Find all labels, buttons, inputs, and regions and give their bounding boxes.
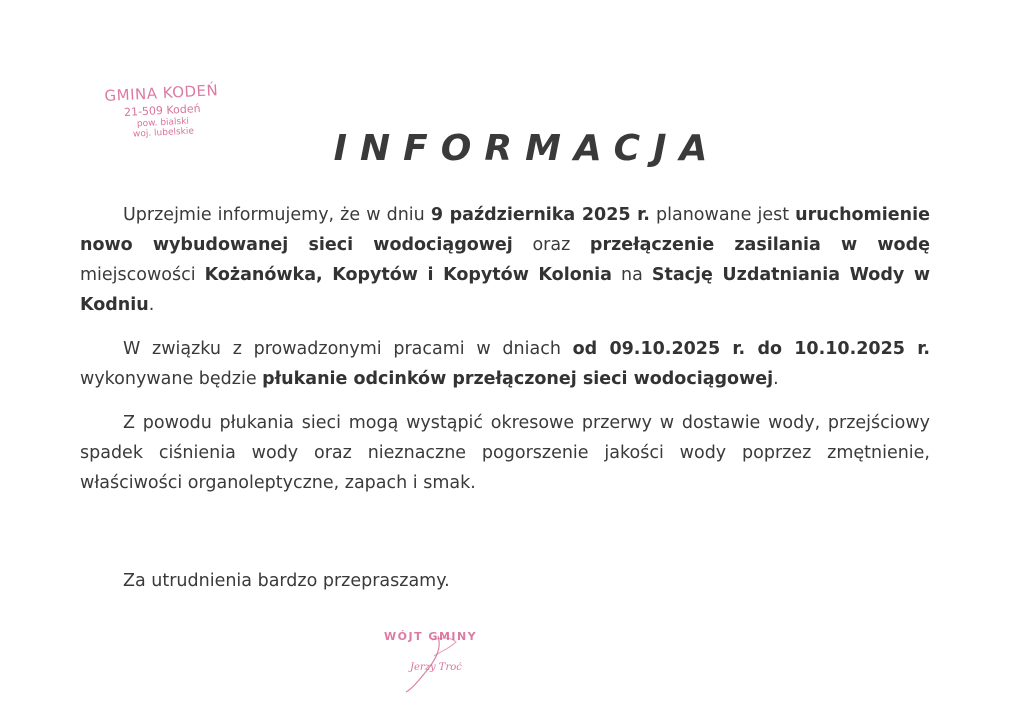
text-run: miejscowości — [80, 265, 205, 285]
text-run: na — [611, 265, 652, 285]
stamp-line-county: pow. bialski — [136, 116, 190, 130]
text-run: W związku z prowadzonymi pracami w dniach — [123, 339, 573, 359]
text-run: planowane jest — [649, 205, 796, 225]
bold-flushing: płukanie odcinków przełączonej sieci wodociągowej — [262, 369, 774, 389]
signature-block — [380, 626, 510, 696]
bold-date-range: od 09.10.2025 r. do 10.10.2025 r. — [572, 339, 930, 359]
text-run: . — [148, 295, 155, 315]
text-run: Z powodu płukania sieci mogą wystąpić okresowe przerwy w dostawie wody, przejściowy spadek ciśnienia wody oraz nieznaczne pogorszenie jakości wody poprzez zmętnienie, właściwości organoleptyczne, zapach i smak. — [80, 413, 930, 493]
closing-apology: Za utrudnienia bardzo przepraszamy. — [123, 571, 450, 591]
signature-name: Jerzy Troć — [410, 662, 462, 673]
bold-supply-switch: przełączenie zasilania w wodę — [589, 235, 930, 255]
text-run: wykonywane będzie — [80, 369, 263, 389]
document-body — [80, 200, 930, 512]
bold-station: Stację Uzdatniania Wody w Kodniu — [80, 265, 930, 315]
bold-localities: Kożanówka, Kopytów i Kopytów Kolonia — [204, 265, 612, 285]
signature-title: WÓJT GMINY — [384, 630, 478, 643]
paragraph-2 — [80, 334, 930, 394]
stamp-line-postcode: 21-509 Kodeń — [123, 102, 201, 120]
stamp-line-name: GMINA KODEŃ — [104, 81, 219, 106]
bold-date: 9 października 2025 r. — [430, 205, 650, 225]
bold-network-launch: uruchomienie nowo wybudowanej sieci wodociągowej — [80, 205, 930, 255]
stamp-line-voivodeship: woj. lubelskie — [132, 126, 195, 140]
text-run: oraz — [512, 235, 590, 255]
text-run: Uprzejmie informujemy, że w dniu — [123, 205, 431, 225]
paragraph-1 — [80, 200, 930, 320]
page-title: INFORMACJA — [333, 128, 721, 169]
text-run: . — [773, 369, 779, 389]
paragraph-3 — [80, 408, 930, 498]
